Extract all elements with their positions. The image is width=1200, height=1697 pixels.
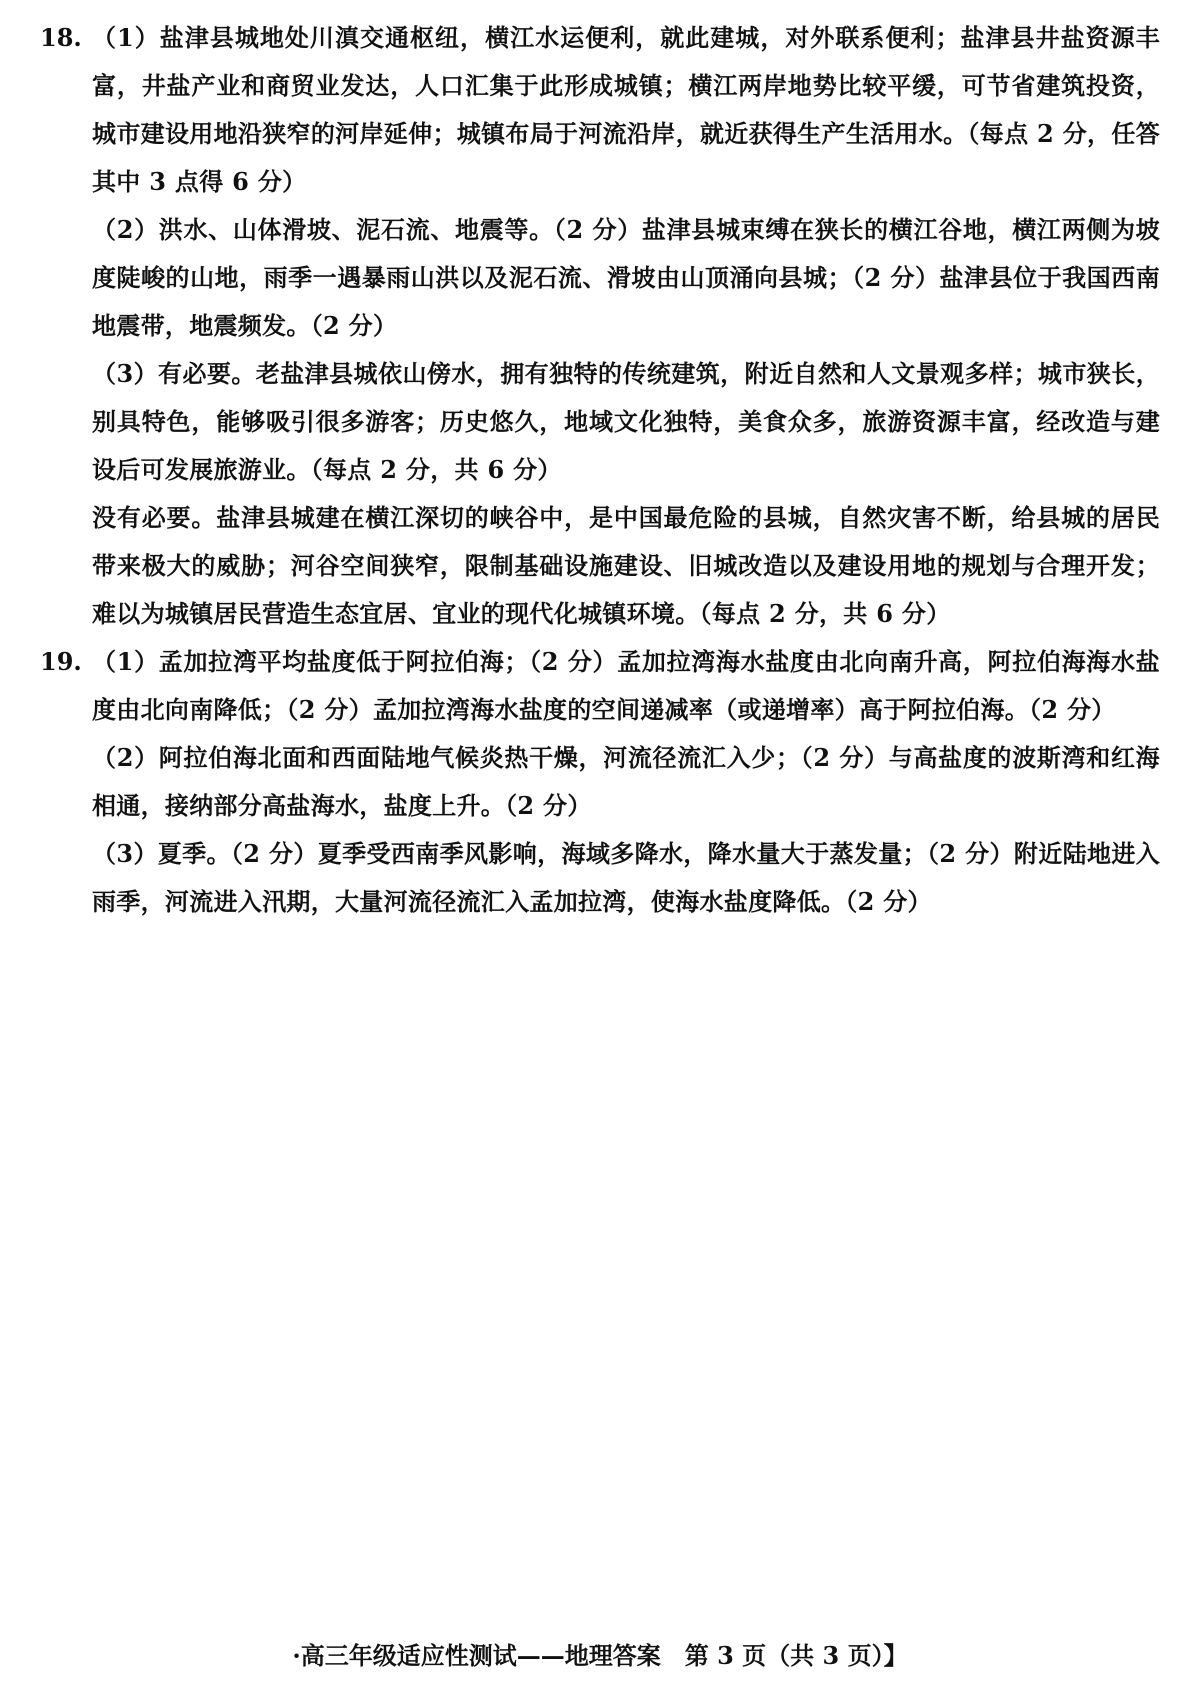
- question-18: [40, 14, 1160, 638]
- answer-content: [40, 14, 1160, 926]
- answer-paragraph: （3）有必要。老盐津县城依山傍水，拥有独特的传统建筑，附近自然和人文景观多样；城市狭长，别具特色，能够吸引很多游客；历史悠久，地域文化独特，美食众多，旅游资源丰富，经改造与建设后可发展旅游业。（每点 2 分，共 6 分）: [92, 359, 1160, 484]
- question-number: 19.: [40, 647, 82, 676]
- answer-paragraph: （2）洪水、山体滑坡、泥石流、地震等。（2 分）盐津县城束缚在狭长的横江谷地，横江两侧为坡度陡峻的山地，雨季一遇暴雨山洪以及泥石流、滑坡由山顶涌向县城；（2 分）盐津县位于我国西南地震带，地震频发。（2 分）: [92, 215, 1160, 340]
- answer-paragraph: （1）孟加拉湾平均盐度低于阿拉伯海；（2 分）孟加拉湾海水盐度由北向南升高，阿拉伯海海水盐度由北向南降低；（2 分）孟加拉湾海水盐度的空间递减率（或递增率）高于阿拉伯海。（2 分）: [92, 647, 1160, 724]
- question-19: [40, 638, 1160, 926]
- page-footer: ·高三年级适应性测试——地理答案 第 3 页（共 3 页）】: [292, 1641, 908, 1670]
- answer-paragraph: 没有必要。盐津县城建在横江深切的峡谷中，是中国最危险的县城，自然灾害不断，给县城的居民带来极大的威胁；河谷空间狭窄，限制基础设施建设、旧城改造以及建设用地的规划与合理开发；难以为城镇居民营造生态宜居、宜业的现代化城镇环境。（每点 2 分，共 6 分）: [92, 503, 1160, 628]
- question-number: 18.: [40, 23, 82, 52]
- answer-paragraph: （1）盐津县城地处川滇交通枢纽，横江水运便利，就此建城，对外联系便利；盐津县井盐资源丰富，井盐产业和商贸业发达，人口汇集于此形成城镇；横江两岸地势比较平缓，可节省建筑投资，城市建设用地沿狭窄的河岸延伸；城镇布局于河流沿岸，就近获得生产生活用水。（每点 2 分，任答其中 3 点得 6 分）: [92, 23, 1160, 196]
- answer-paragraph: （2）阿拉伯海北面和西面陆地气候炎热干燥，河流径流汇入少；（2 分）与高盐度的波斯湾和红海相通，接纳部分高盐海水，盐度上升。（2 分）: [92, 743, 1160, 820]
- answer-paragraph: （3）夏季。（2 分）夏季受西南季风影响，海域多降水，降水量大于蒸发量；（2 分）附近陆地进入雨季，河流进入汛期，大量河流径流汇入孟加拉湾，使海水盐度降低。（2 分）: [92, 839, 1160, 916]
